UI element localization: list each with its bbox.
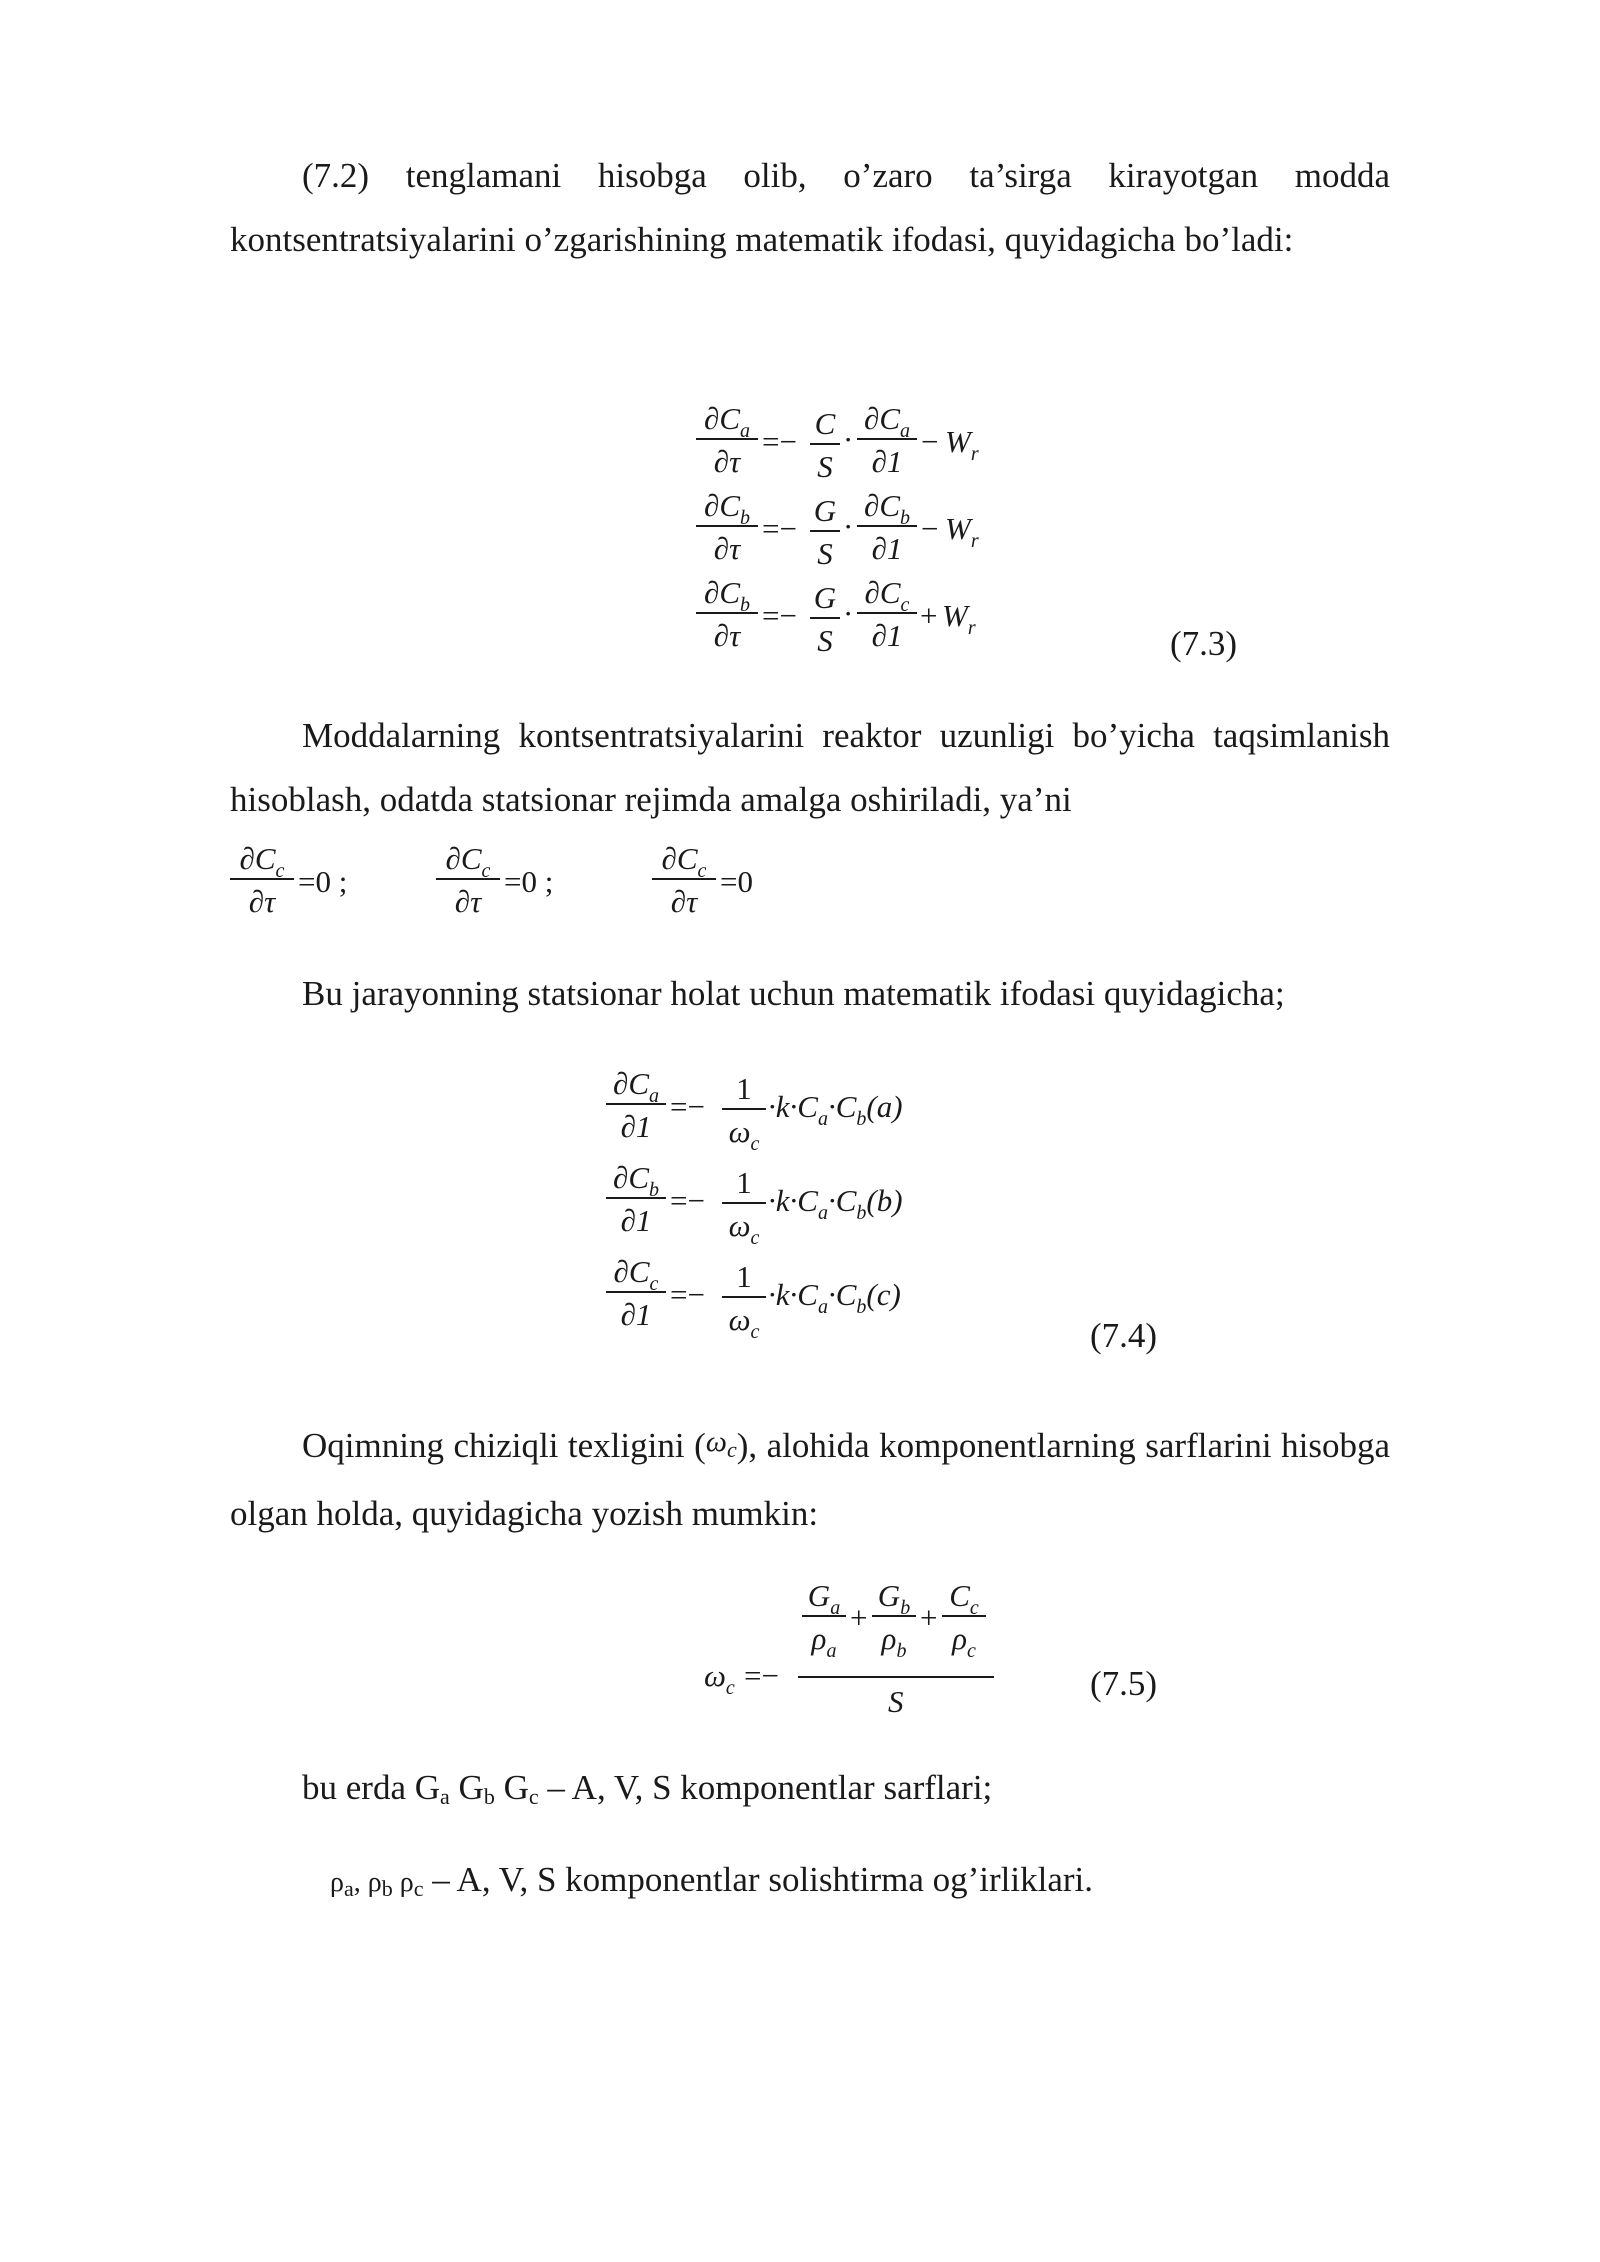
op-eq-minus: =− — [762, 424, 797, 459]
frac-dCb-d1: $\partial C_b$ ∂1 — [606, 1162, 666, 1236]
frac-dCc-dtau: $\partial C_c$ ∂τ — [652, 843, 716, 917]
frac-G-S: G S — [810, 495, 840, 569]
op-eq-minus: =− — [744, 1658, 779, 1693]
frac-dCb-dtau: $\partial C_b$ ∂τ — [696, 577, 758, 651]
op-plus: + — [850, 1600, 868, 1635]
frac-1-omega: 1 $\omega_c$ — [722, 1167, 766, 1241]
paragraph-stationary-expression: Bu jarayonning statsionar holat uchun matematik ifodasi quyidagicha; — [302, 974, 1285, 1013]
op-eq-minus: =− — [670, 1089, 705, 1124]
term-Wr: $W_r$ — [945, 424, 979, 465]
frac-dCc-dtau: $\partial C_c$ ∂τ — [230, 843, 294, 917]
op-eq-minus: =− — [670, 1277, 705, 1312]
paragraph-stationary: Moddalarning kontsentratsiyalarini reaktor uzunligi bo’yicha taqsimlanish hisoblash, odatda statsionar rejimda amalga oshiriladi, ya’ni — [230, 716, 1390, 819]
eq-zero-1: =0 ; — [298, 864, 348, 899]
op-eq-minus: =− — [762, 511, 797, 546]
definition-densities: ρa, ρb ρc – A, V, S komponentlar solishtirma og’irliklari. — [330, 1860, 1093, 1901]
frac-G-S: G S — [810, 582, 840, 656]
paragraph-velocity: Oqimning chiziqli texligini (ωc), alohida komponentlarning sarflarini hisobga olgan holda, quyidagicha yozish mumkin: — [230, 1425, 1390, 1533]
frac-1-omega: 1 $\omega_c$ — [722, 1073, 766, 1147]
equation-number: (7.4) — [1090, 1316, 1158, 1355]
frac-dCa-d1: $\partial C_a$ ∂1 — [857, 403, 917, 477]
big-fraction — [798, 1580, 998, 1720]
equation-number: (7.5) — [1090, 1664, 1158, 1703]
term-k-Ca-Cb: $\cdot k\cdot C_a\cdot C_b(c)$ — [768, 1277, 901, 1318]
op-minus: − — [921, 424, 939, 459]
frac-dCb-d1: $\partial C_b$ ∂1 — [857, 490, 917, 564]
main-fraction-bar — [798, 1676, 994, 1678]
eq-zero-3: =0 — [720, 864, 753, 899]
frac-dCc-d1: $\partial C_c$ ∂1 — [857, 577, 917, 651]
frac-dCb-dtau: $\partial C_b$ ∂τ — [696, 490, 758, 564]
op-eq-minus: =− — [670, 1183, 705, 1218]
frac-dCc-dtau: $\partial C_c$ ∂τ — [436, 843, 500, 917]
frac-Ga-rhoa: $G_a$ $\rho_a$ — [802, 1580, 846, 1654]
term-Wr: $W_r$ — [945, 511, 979, 552]
op-plus: + — [920, 598, 938, 633]
omega-c: $\omega_c$ — [704, 1658, 735, 1699]
op-dot: · — [843, 596, 854, 631]
term-k-Ca-Cb: $\cdot k\cdot C_a\cdot C_b(a)$ — [768, 1089, 903, 1130]
frac-C-S: C S — [810, 408, 840, 482]
term-Wr: $W_r$ — [942, 598, 976, 639]
term-k-Ca-Cb: $\cdot k\cdot C_a\cdot C_b(b)$ — [768, 1183, 903, 1224]
op-eq-minus: =− — [762, 598, 797, 633]
frac-dCa-dtau: $\partial C_a$ ∂τ — [696, 403, 758, 477]
equation-number: (7.3) — [1170, 624, 1238, 663]
op-minus: − — [921, 511, 939, 546]
denominator-S: S — [888, 1684, 904, 1719]
eq-zero-2: =0 ; — [504, 864, 554, 899]
paragraph-intro: (7.2) tenglamani hisobga olib, o’zaro ta’sirga kirayotgan modda kontsentratsiyalarini o’zgarishining matematik ifodasi, quyidagicha bo’ladi: — [230, 156, 1390, 259]
frac-dCc-d1: $\partial C_c$ ∂1 — [606, 1256, 666, 1330]
frac-Cc-rhoc: $C_c$ $\rho_c$ — [942, 1580, 986, 1654]
frac-Gb-rhob: $G_b$ $\rho_b$ — [872, 1580, 916, 1654]
op-dot: · — [843, 422, 854, 457]
frac-dCa-d1: $\partial C_a$ ∂1 — [606, 1068, 666, 1142]
op-plus: + — [920, 1600, 938, 1635]
definition-flows: bu erda Ga Gb Gc – A, V, S komponentlar sarflari; — [302, 1768, 993, 1809]
op-dot: · — [843, 509, 854, 544]
frac-1-omega: 1 $\omega_c$ — [722, 1261, 766, 1335]
